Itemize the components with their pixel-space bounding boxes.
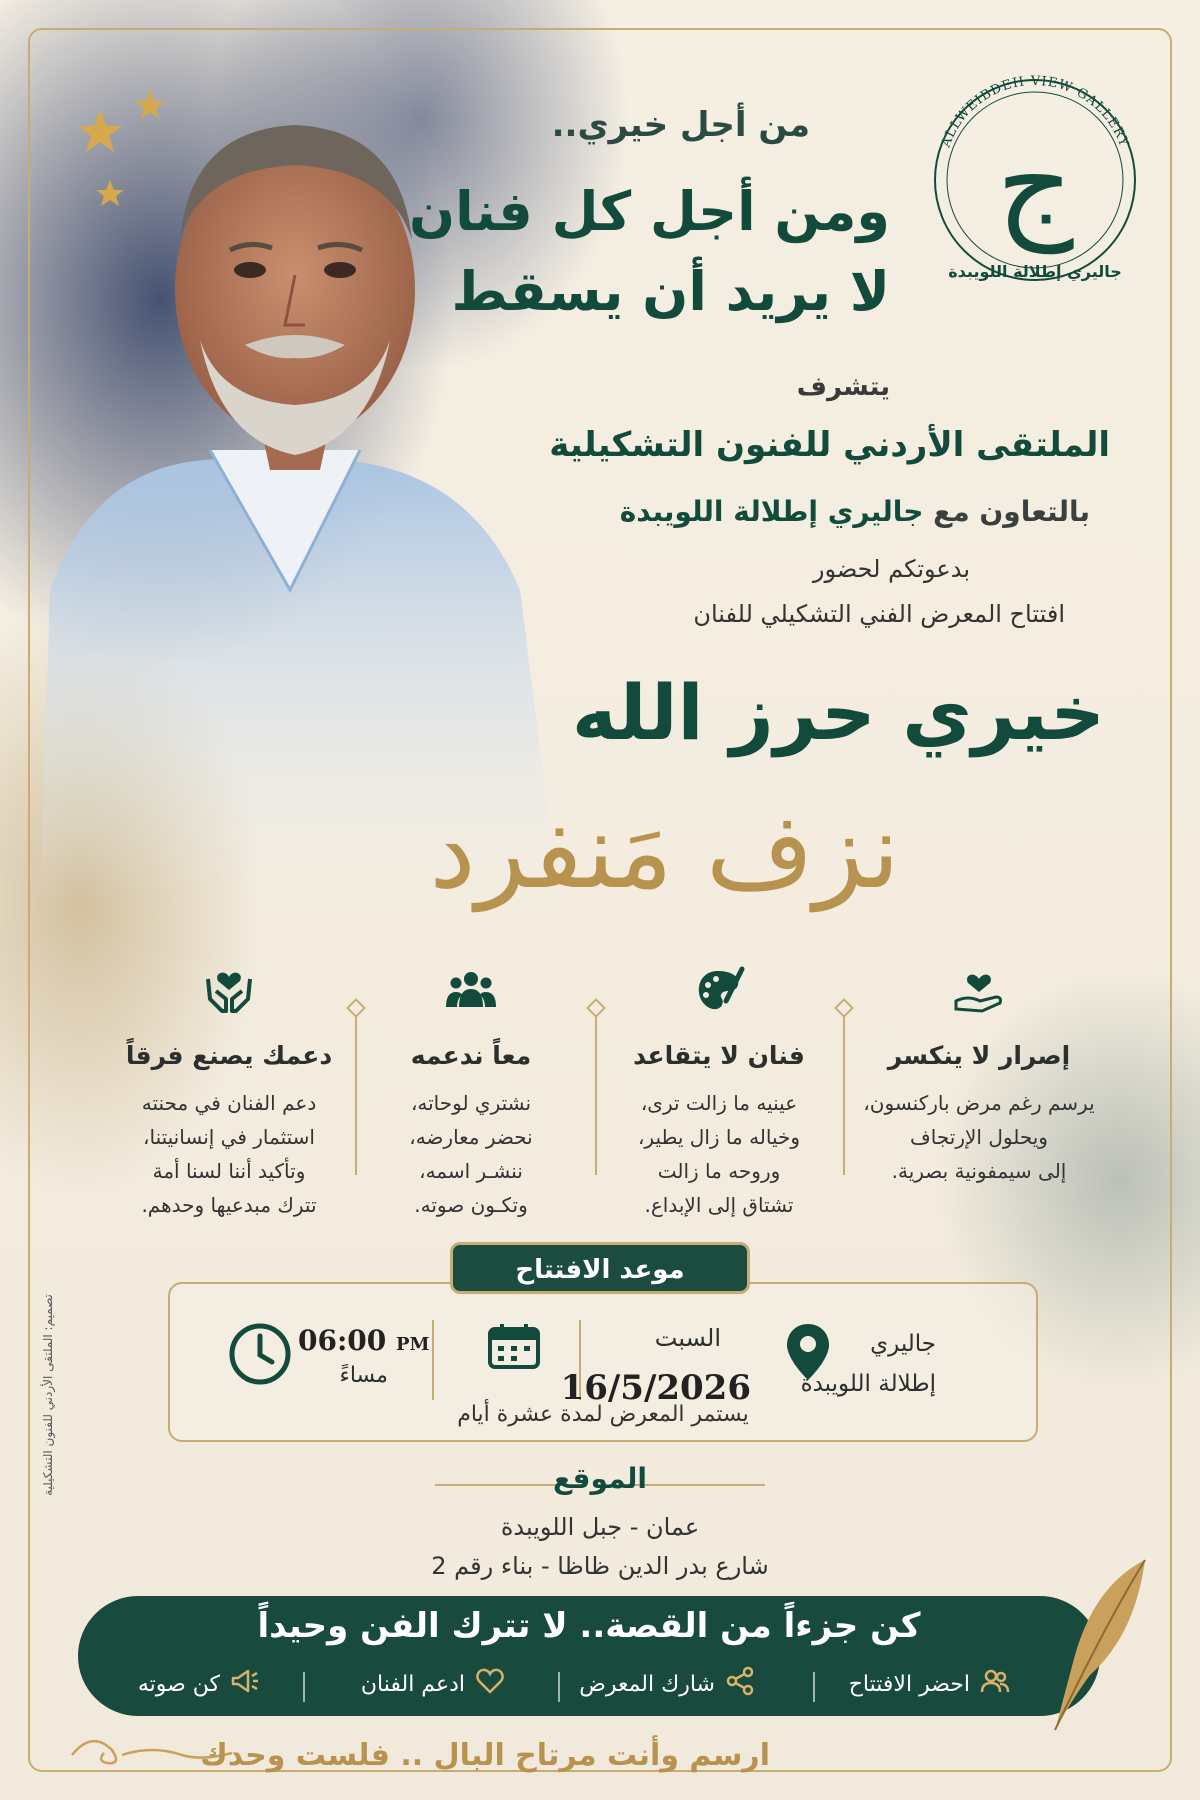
opening-text: افتتاح المعرض الفني التشكيلي للفنان — [693, 600, 1065, 628]
opening-time — [298, 1324, 429, 1388]
feature-line: نحضر معارضه، — [409, 1125, 533, 1149]
logo-arc-text: ALLWEIBDEH VIEW GALLERY — [938, 73, 1132, 150]
collaboration-text — [620, 495, 1090, 528]
feature-line: دعم الفنان في محنته — [141, 1091, 317, 1115]
feature-title: فنان لا يتقاعد — [633, 1041, 805, 1070]
feature-support — [113, 965, 345, 1222]
logo-monogram: ج — [996, 115, 1074, 254]
feature-never-retire — [603, 965, 835, 1222]
feature-line: تشتاق إلى الإبداع. — [644, 1193, 794, 1217]
opening-date — [655, 1324, 721, 1352]
feature-line: يرسم رغم مرض باركنسون، — [863, 1091, 1095, 1115]
cta-attend-label: احضر الافتتاح — [848, 1671, 970, 1697]
invite-text: بدعوتكم لحضور — [812, 555, 970, 583]
quill-feather-icon — [1045, 1555, 1155, 1735]
feature-title: إصرار لا ينكسر — [887, 1041, 1071, 1070]
feature-divider — [843, 1015, 845, 1175]
cta-be-voice-label: كن صوته — [137, 1671, 220, 1697]
heart-hand-icon — [863, 965, 1095, 1025]
cta-be-voice[interactable] — [138, 1666, 260, 1702]
feature-line: تترك مبدعيها وحدهم. — [141, 1193, 317, 1217]
feature-line: وخياله ما زال يطير، — [637, 1125, 801, 1149]
feature-description — [603, 1086, 835, 1222]
feature-together — [355, 965, 587, 1222]
honors-text: يتشرف — [796, 372, 890, 402]
feature-line: عينيه ما زالت ترى، — [640, 1091, 798, 1115]
feature-title: دعمك يصنع فرقاً — [125, 1041, 333, 1070]
opening-time-value: 06:00 — [298, 1324, 387, 1357]
cta-divider — [303, 1672, 305, 1702]
artist-name: خيري حرز الله — [571, 668, 1105, 757]
collab-gallery: جاليري إطلالة اللويبدة — [619, 495, 924, 528]
cta-share[interactable] — [579, 1666, 755, 1702]
feature-description — [355, 1086, 587, 1222]
feature-divider — [355, 1015, 357, 1175]
feature-line: ننشـر اسمه، — [419, 1159, 523, 1183]
footer-slogan: ارسم وأنت مرتاح البال .. فلست وحدك — [200, 1738, 770, 1773]
opening-day: السبت — [654, 1324, 721, 1352]
location-line-1: جاليري — [870, 1331, 936, 1357]
opening-location — [801, 1324, 936, 1404]
location-title: الموقع — [553, 1462, 647, 1495]
opening-divider — [432, 1320, 434, 1400]
header-line-1: من أجل خيري.. — [551, 105, 810, 145]
feature-divider — [595, 1015, 597, 1175]
hands-heart-icon — [113, 965, 345, 1025]
gallery-logo — [915, 55, 1155, 295]
feature-line: وتكـون صوته. — [414, 1193, 528, 1217]
design-credit-text: تصميم: الملتقى الأردني للفنون التشكيلية — [41, 1294, 55, 1496]
share-icon — [725, 1666, 755, 1702]
cta-title: كن جزءاً من القصة.. لا تترك الفن وحيداً — [257, 1606, 921, 1646]
organization-name: الملتقى الأردني للفنون التشكيلية — [549, 425, 1110, 465]
megaphone-icon — [230, 1666, 260, 1702]
opening-time-word: مساءً — [339, 1363, 388, 1388]
location-address-2: شارع بدر الدين ظاظا - بناء رقم 2 — [431, 1552, 769, 1580]
cta-support-label: ادعم الفنان — [360, 1671, 465, 1697]
collab-prefix: بالتعاون مع — [923, 495, 1090, 528]
exhibition-duration-note: يستمر المعرض لمدة عشرة أيام — [457, 1402, 749, 1427]
palette-brush-icon — [603, 965, 835, 1025]
people-group-icon — [355, 965, 587, 1025]
opening-time-suffix: PM — [396, 1334, 430, 1355]
location-line-2: إطلالة اللويبدة — [800, 1371, 936, 1397]
header-line-3: لا يريد أن يسقط — [451, 260, 890, 323]
design-credit — [38, 1260, 58, 1530]
logo-bottom-text: جاليري إطلالة اللويبدة — [948, 262, 1122, 281]
heart-icon — [475, 1666, 505, 1702]
feature-description — [863, 1086, 1095, 1188]
feature-line: ويحلول الإرتجاف — [910, 1125, 1048, 1149]
cta-divider — [813, 1672, 815, 1702]
cta-support[interactable] — [361, 1666, 505, 1702]
people-icon — [980, 1666, 1010, 1702]
cta-items — [108, 1666, 1070, 1706]
feature-title: معاً ندعمه — [410, 1041, 532, 1070]
feature-line: نشتري لوحاته، — [410, 1091, 532, 1115]
feature-line: وتأكيد أننا لسنا أمة — [152, 1159, 306, 1183]
exhibition-title: نزف مَنفرد — [429, 790, 900, 912]
opening-details-box — [168, 1282, 1038, 1442]
call-to-action-banner — [78, 1596, 1100, 1716]
opening-date-value: 16/5/2026 — [560, 1368, 751, 1408]
cta-share-label: شارك المعرض — [579, 1671, 715, 1697]
feature-description — [113, 1086, 345, 1222]
calendar-icon — [487, 1322, 541, 1374]
header-line-2: ومن أجل كل فنان — [409, 180, 890, 243]
feature-line: وروحه ما زالت — [657, 1159, 781, 1183]
location-address-1: عمان - جبل اللويبدة — [500, 1513, 700, 1541]
cta-attend[interactable] — [849, 1666, 1010, 1702]
cta-divider — [558, 1672, 560, 1702]
features-section — [110, 965, 1095, 1215]
opening-badge: موعد الافتتاح — [450, 1242, 750, 1294]
clock-icon — [228, 1322, 292, 1390]
feature-resilience — [863, 965, 1095, 1188]
feature-line: إلى سيمفونية بصرية. — [891, 1159, 1067, 1183]
feature-line: استثمار في إنسانيتنا، — [143, 1125, 315, 1149]
